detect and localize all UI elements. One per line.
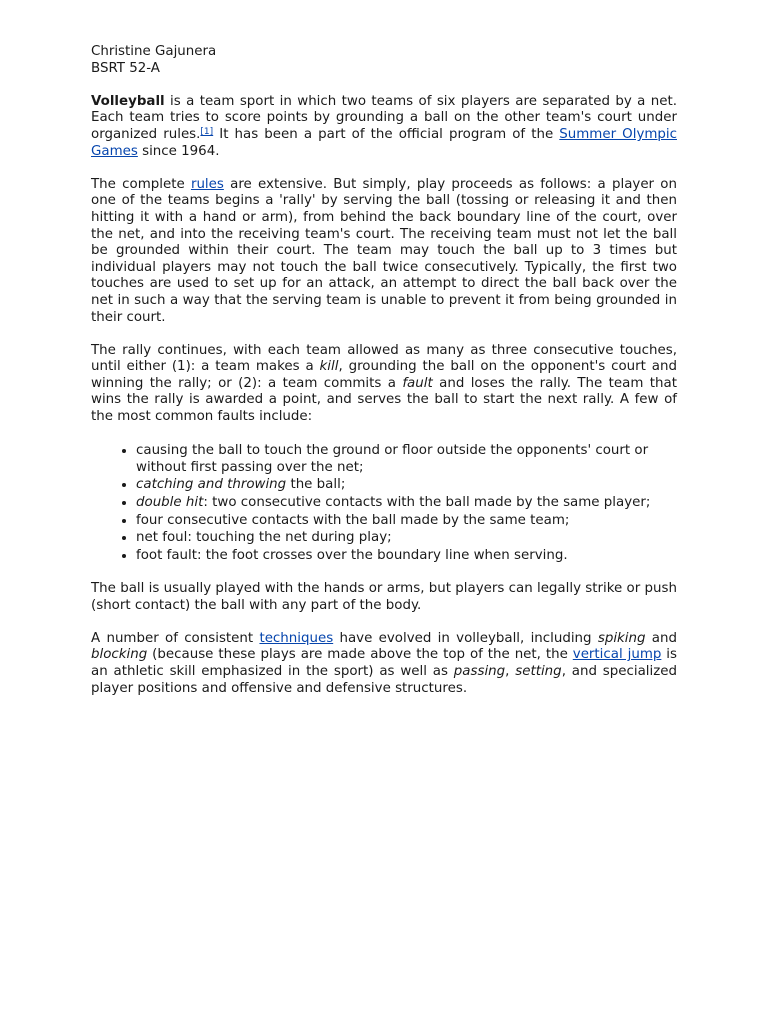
term-setting: setting — [515, 663, 562, 679]
rally-text-3: and loses the rally. The team that wins the rally is awarded a point, and serves the ball to start the next rally. A few of the most common faults include: — [91, 375, 677, 425]
list-item: • double hit: two consecutive contacts with the ball made by the same player; — [136, 494, 677, 512]
list-item: • causing the ball to touch the ground or floor outside the opponents' court or without first passing over the net; — [136, 442, 677, 476]
faults-list — [91, 442, 677, 564]
vertical-jump-link[interactable]: vertical jump — [572, 647, 662, 663]
rally-text-1: The rally continues, with each team allowed as many as three consecutive touches, until either (1): a team makes a — [91, 342, 677, 375]
intro-text-2: It has been a part of the official program of the — [213, 126, 560, 142]
list-item: • catching and throwing the ball; — [136, 476, 677, 494]
term-kill: kill — [319, 359, 339, 375]
techniques-paragraph: A number of consistent techniques have evolved in volleyball, including spiking and blocking (because these plays are made above the top of the net, the vertical jump is an athletic skill emphasized in the sport) as well as passing, setting, and specialized player positions and offensive and defensive structures. — [91, 630, 677, 696]
techniques-link[interactable]: techniques — [259, 630, 334, 646]
summer-olympic-games-link[interactable]: Summer Olympic Games — [91, 126, 677, 159]
term-fault: fault — [402, 375, 433, 391]
rules-text-1: The complete — [91, 176, 191, 192]
intro-paragraph — [91, 94, 677, 160]
reference-link-1[interactable]: [1] — [200, 126, 214, 137]
rules-text-2: are extensive. But simply, play proceeds as follows: a player on one of the teams begins a 'rally' by serving the ball (tossing or releasing it and then hitting it with a hand or arm), from behind the back boundary line of the court, over the net, and into the receiving team's court. The receiving team must not let the ball be grounded within their court. The team may touch the ball up to 3 times but individual players may not touch the ball twice consecutively. Typically, the first two touches are used to set up for an attack, an attempt to direct the ball back over the net in such a way that the serving team is unable to prevent it from being grounded in their court. — [91, 176, 677, 325]
rules-link[interactable]: rules — [190, 176, 224, 192]
term-spiking: spiking — [597, 630, 646, 646]
term-passing: passing — [453, 663, 506, 679]
rally-text-2: , grounding the ball on the opponent's court and winning the rally; or (2): a team commits a — [91, 359, 677, 391]
term-blocking: blocking — [91, 647, 148, 663]
list-item: • four consecutive contacts with the ball made by the same team; — [136, 512, 677, 530]
class-section: BSRT 52-A — [91, 60, 160, 76]
list-item: • net foul: touching the net during play; — [136, 529, 677, 547]
intro-text-1: is a team sport in which two teams of six players are separated by a net. Each team tries to score points by grounding a ball on the other team's court under organized rules. — [91, 93, 677, 142]
document-page — [91, 44, 677, 714]
rally-paragraph — [91, 343, 677, 426]
rules-paragraph — [91, 177, 677, 326]
header-block — [91, 44, 677, 77]
intro-text-3: since 1964. — [137, 143, 220, 159]
author-name: Christine Gajunera — [91, 44, 217, 59]
list-item: • foot fault: the foot crosses over the boundary line when serving. — [136, 547, 677, 565]
ball-handling-paragraph: The ball is usually played with the hands or arms, but players can legally strike or push (short contact) the ball with any part of the body. — [91, 581, 677, 613]
term-volleyball: Volleyball — [91, 93, 165, 109]
